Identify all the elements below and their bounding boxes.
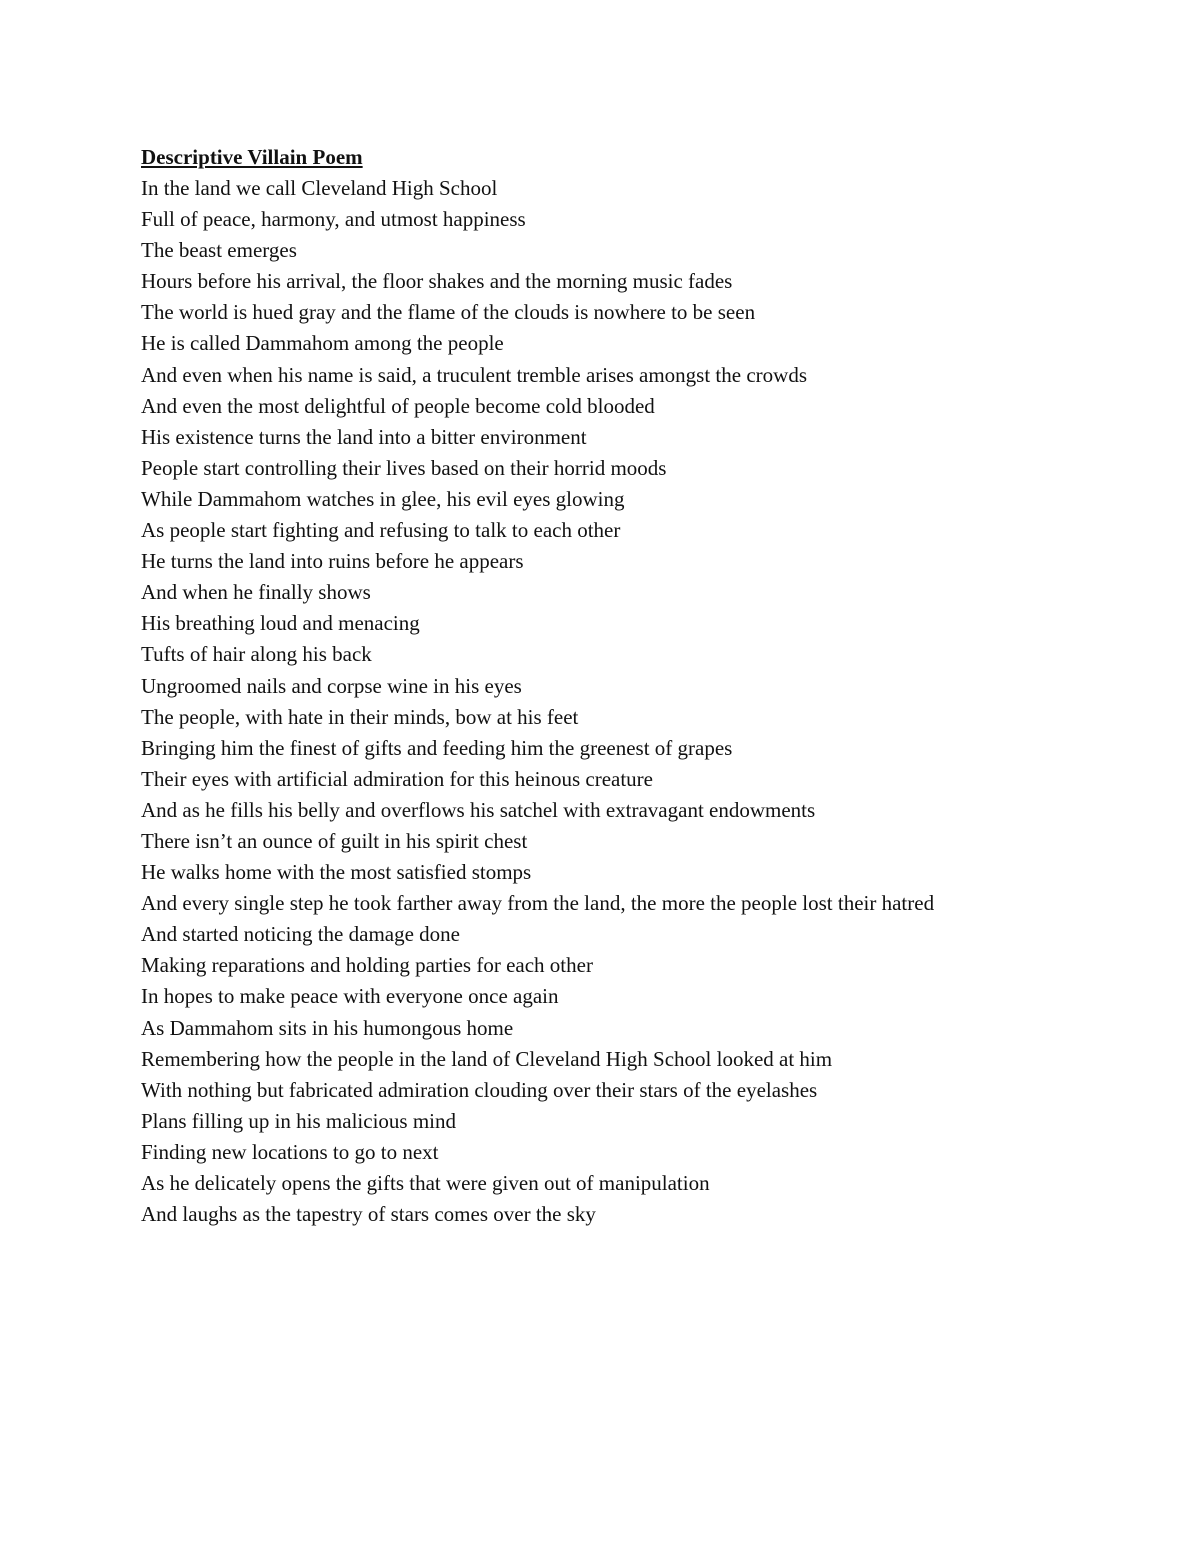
poem-line: There isn’t an ounce of guilt in his spirit chest bbox=[141, 828, 528, 853]
poem-line: And even when his name is said, a truculent tremble arises amongst the crowds bbox=[141, 362, 807, 387]
poem-line: The people, with hate in their minds, bow at his feet bbox=[141, 704, 579, 729]
poem-line: In the land we call Cleveland High School bbox=[141, 176, 498, 200]
poem-line: Their eyes with artificial admiration for this heinous creature bbox=[141, 766, 653, 791]
poem-line: The world is hued gray and the flame of the clouds is nowhere to be seen bbox=[141, 300, 756, 325]
poem-line: Finding new locations to go to next bbox=[141, 1139, 439, 1164]
poem-line: And started noticing the damage done bbox=[141, 922, 460, 947]
poem-line: The beast emerges bbox=[141, 238, 297, 263]
poem-line: While Dammahom watches in glee, his evil eyes glowing bbox=[141, 486, 625, 511]
poem-line: He turns the land into ruins before he appears bbox=[141, 549, 524, 574]
poem-line: And every single step he took farther away from the land, the more the people lost their hatred bbox=[141, 891, 935, 916]
poem-line: And when he finally shows bbox=[141, 580, 371, 605]
poem-line: Making reparations and holding parties for each other bbox=[141, 953, 593, 978]
poem-line: Hours before his arrival, the floor shakes and the morning music fades bbox=[141, 269, 733, 294]
poem-line: Ungroomed nails and corpse wine in his eyes bbox=[141, 673, 522, 698]
poem-line: And laughs as the tapestry of stars comes over the sky bbox=[141, 1202, 596, 1227]
poem-line: And even the most delightful of people become cold blooded bbox=[141, 393, 655, 418]
poem-line: With nothing but fabricated admiration clouding over their stars of the eyelashes bbox=[141, 1077, 818, 1102]
poem-lines bbox=[141, 173, 1141, 1230]
poem-line: He walks home with the most satisfied stomps bbox=[141, 860, 532, 885]
poem-line: His existence turns the land into a bitter environment bbox=[141, 424, 587, 449]
poem-line: In hopes to make peace with everyone once again bbox=[141, 984, 559, 1009]
poem-line: Tufts of hair along his back bbox=[141, 642, 372, 667]
document-body bbox=[141, 142, 1141, 1230]
poem-line: Bringing him the finest of gifts and feeding him the greenest of grapes bbox=[141, 735, 733, 760]
poem-line: As he delicately opens the gifts that were given out of manipulation bbox=[141, 1171, 710, 1195]
poem-title: Descriptive Villain Poem bbox=[141, 145, 363, 169]
poem-line: People start controlling their lives based on their horrid moods bbox=[141, 455, 667, 480]
poem-line: He is called Dammahom among the people bbox=[141, 331, 504, 356]
poem-line: As people start fighting and refusing to talk to each other bbox=[141, 518, 621, 543]
poem-line: Plans filling up in his malicious mind bbox=[141, 1108, 456, 1133]
poem-line: Remembering how the people in the land of Cleveland High School looked at him bbox=[141, 1046, 833, 1071]
poem-line: As Dammahom sits in his humongous home bbox=[141, 1015, 514, 1040]
poem-line: Full of peace, harmony, and utmost happiness bbox=[141, 207, 526, 232]
poem-line: His breathing loud and menacing bbox=[141, 611, 420, 636]
poem-line: And as he fills his belly and overflows his satchel with extravagant endowments bbox=[141, 797, 816, 822]
